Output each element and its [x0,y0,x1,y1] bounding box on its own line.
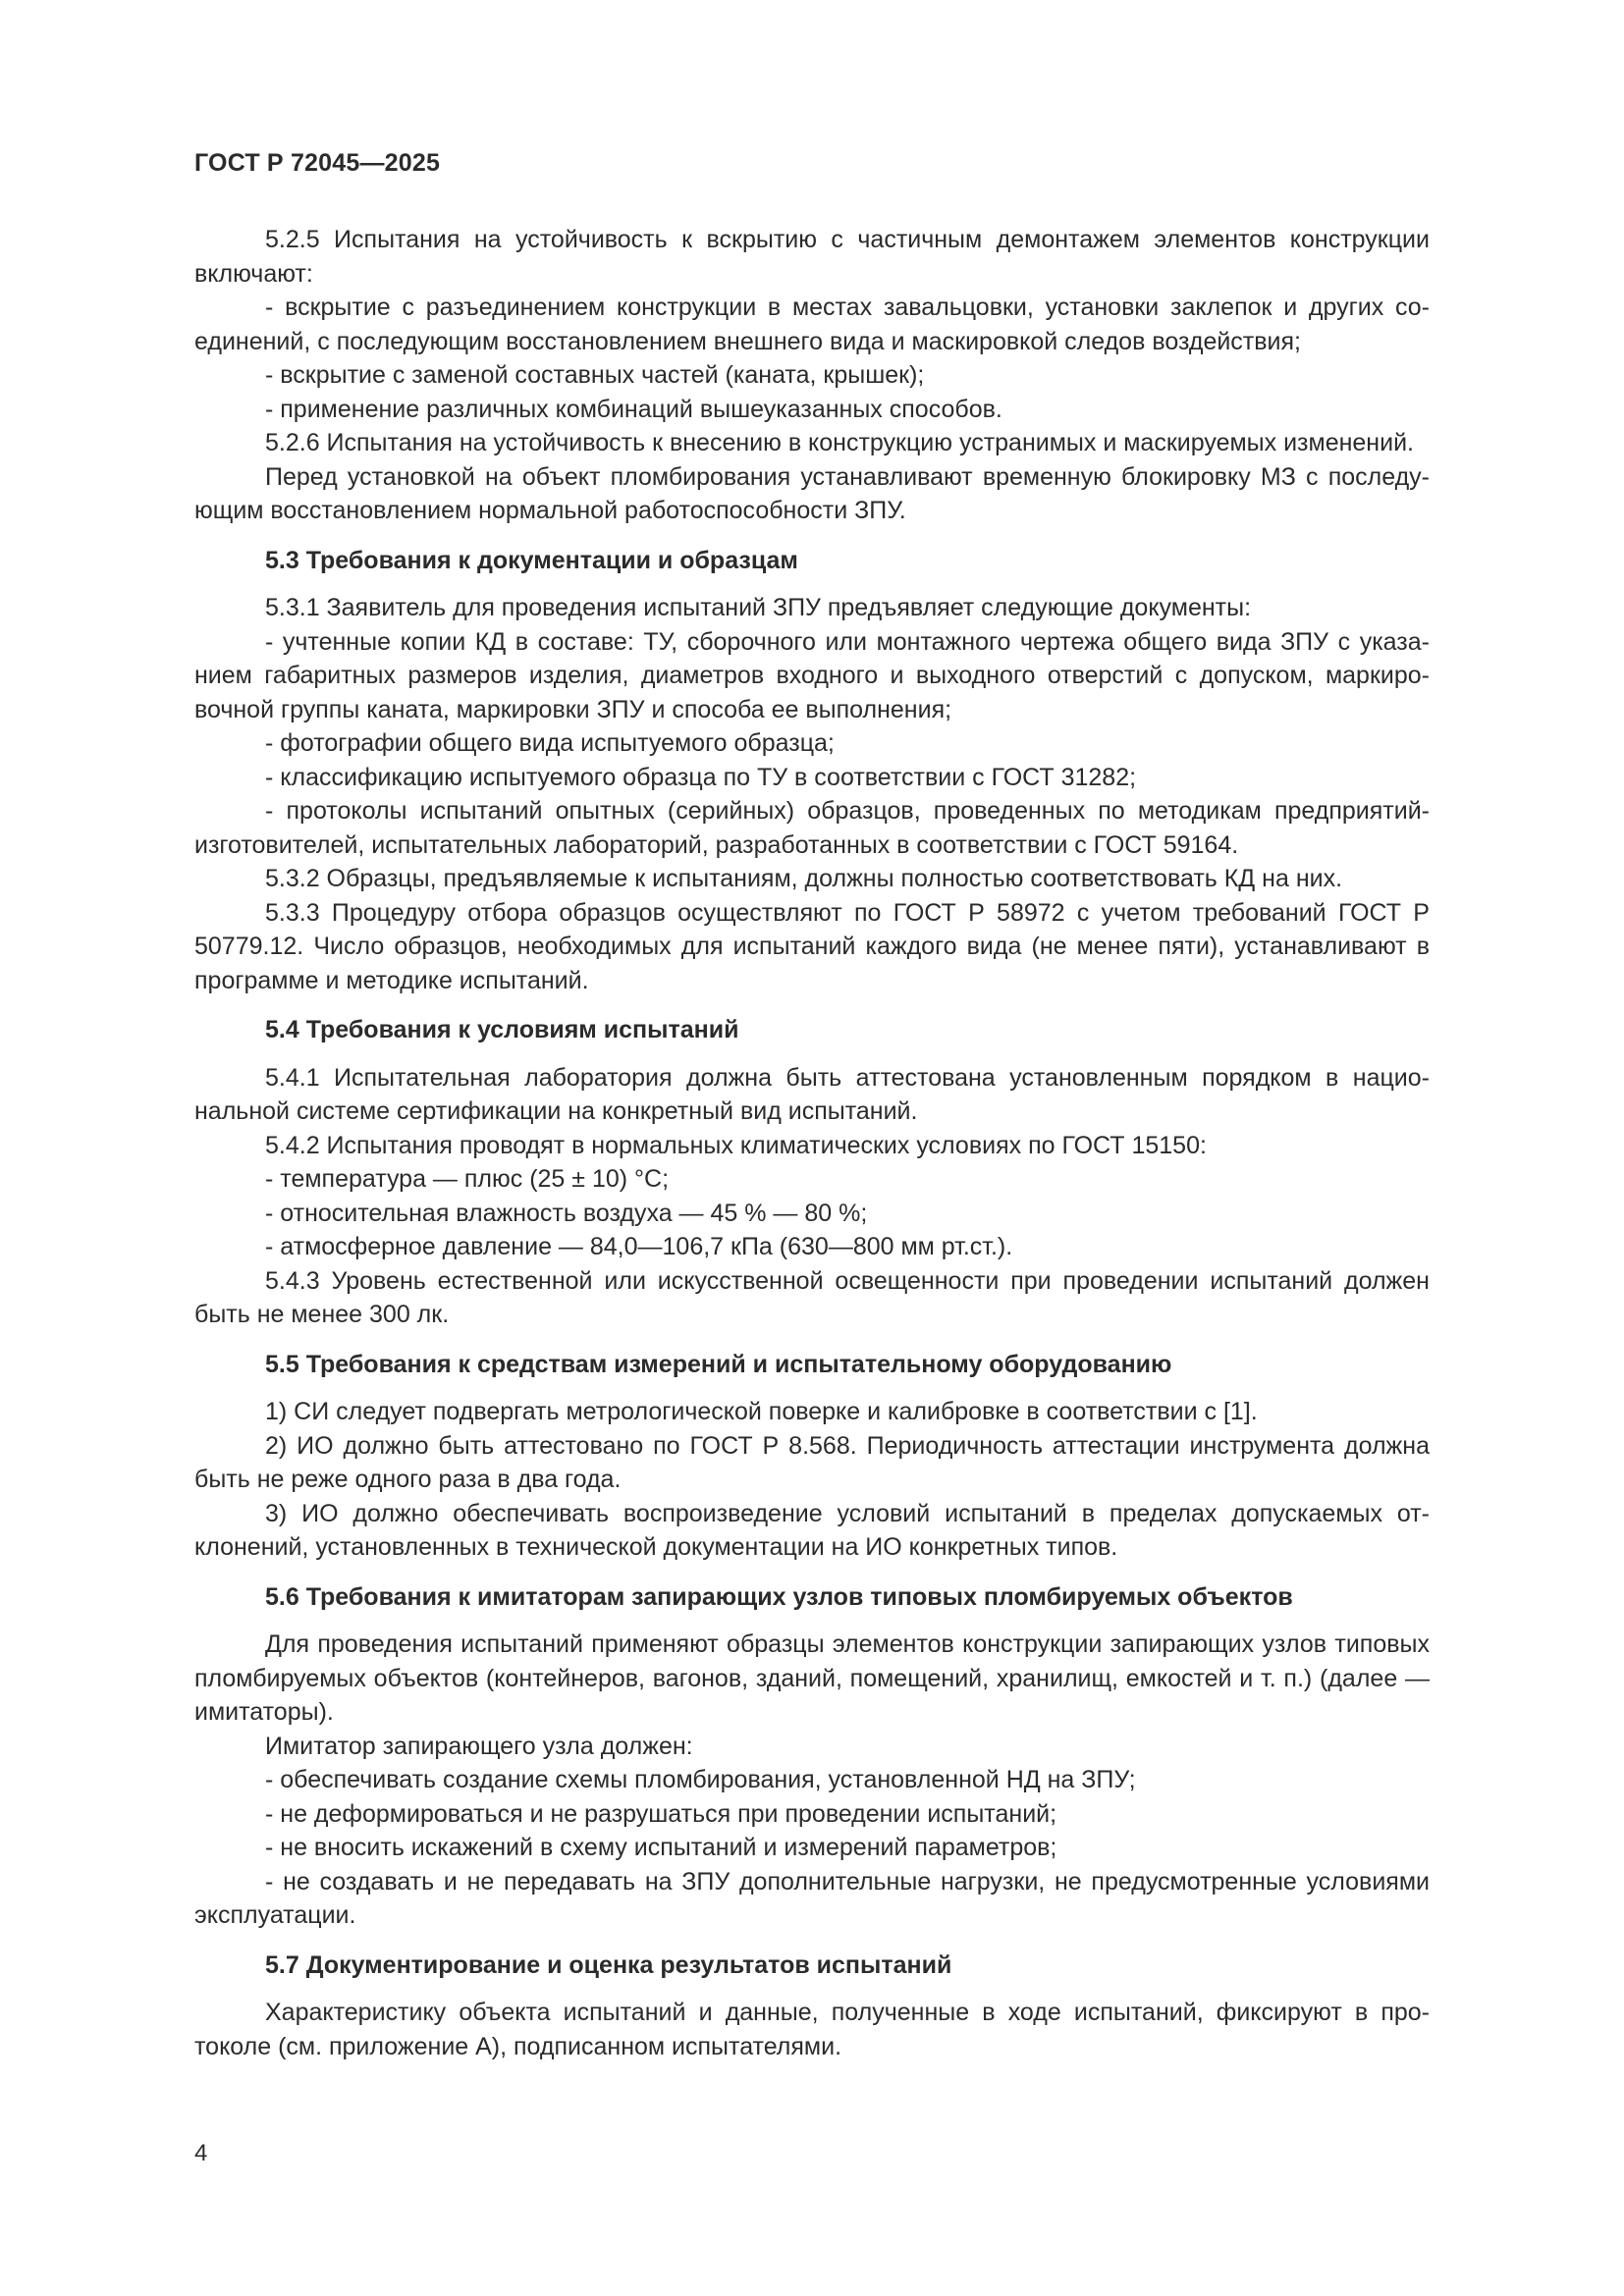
list-item: - относительная влажность воздуха — 45 % — 80 %; [265,1199,868,1227]
paragraph: 5.3.1 Заявитель для проведения испытаний ЗПУ предъявляет следующие документы: [265,594,1252,621]
paragraph: Перед установкой на объект пломбирования устанавливают временную блокировку МЗ с последующим восстановлением нормальной работоспособности ЗПУ. [194,462,1430,524]
page-number: 4 [194,2140,208,2166]
list-item: - не вносить искажений в схему испытаний и измерений параметров; [265,1834,1057,1861]
paragraph: 5.4.1 Испытательная лаборатория должна быть аттестована установленным порядком в национальной системе сертификации на конкретный вид испытаний. [194,1063,1430,1125]
paragraph: 1) СИ следует подвергать метрологической поверке и калибровке в соответствии с [1]. [265,1398,1258,1425]
section-heading: 5.3 Требования к документации и образцам [265,546,798,574]
document-code-header: ГОСТ Р 72045—2025 [194,149,441,177]
paragraph: 5.4.3 Уровень естественной или искусственной освещенности при проведении испытаний должен быть не менее 300 лк. [194,1266,1430,1328]
list-item: - вскрытие с заменой составных частей (каната, крышек); [265,361,925,389]
list-item: - применение различных комбинаций вышеуказанных способов. [265,395,1002,423]
paragraph: 2) ИО должно быть аттестовано по ГОСТ Р 8.568. Периодичность аттестации инструмента должна быть не реже одного раза в два года. [194,1431,1430,1493]
list-item: - учтенные копии КД в составе: ТУ, сборочного или монтажного чертежа общего вида ЗПУ с указанием габаритных размеров изделия, диаметров входного и выходного отверстий с допуском, маркировочной группы каната, маркировки ЗПУ и способа ее выполнения; [194,627,1430,723]
section-heading: 5.5 Требования к средствам измерений и испытательному оборудованию [265,1350,1172,1378]
paragraph: 5.2.5 Испытания на устойчивость к вскрытию с частичным демонтажем элементов конструкции включают: [194,226,1430,288]
section-heading: 5.4 Требования к условиям испытаний [265,1016,739,1043]
section-heading: 5.7 Документирование и оценка результатов испытаний [265,1950,952,1979]
paragraph: 5.2.6 Испытания на устойчивость к внесению в конструкцию устранимых и маскируемых изменений. [265,429,1414,456]
paragraph: Имитатор запирающего узла должен: [265,1732,693,1760]
paragraph: 5.3.2 Образцы, предъявляемые к испытаниям, должны полностью соответствовать КД на них. [265,865,1343,892]
paragraph: 5.3.3 Процедуру отбора образцов осуществляют по ГОСТ Р 58972 с учетом требований ГОСТ Р 50779.12. Число образцов, необходимых для испытаний каждого вида (не менее пяти), устанавливают в программе и методике испытаний. [194,898,1430,994]
list-item: - не деформироваться и не разрушаться при проведении испытаний; [265,1799,1057,1828]
document-body [194,223,1430,2063]
list-item: - обеспечивать создание схемы пломбирования, установленной НД на ЗПУ; [265,1766,1136,1793]
paragraph: 3) ИО должно обеспечивать воспроизведение условий испытаний в пределах допускаемых отклонений, установленных в технической документации на ИО конкретных типов. [194,1499,1430,1561]
paragraph: 5.4.2 Испытания проводят в нормальных климатических условиях по ГОСТ 15150: [265,1131,1207,1159]
list-item: - температура — плюс (25 ± 10) °С; [265,1165,670,1193]
list-item: - вскрытие с разъединением конструкции в местах завальцовки, установки заклепок и других соединений, с последующим восстановлением внешнего вида и маскировкой следов воздействия; [194,294,1430,355]
list-item: - атмосферное давление — 84,0—106,7 кПа (630—800 мм рт.ст.). [265,1233,1013,1260]
section-heading: 5.6 Требования к имитаторам запирающих узлов типовых пломбируемых объектов [265,1582,1293,1611]
paragraph: Характеристику объекта испытаний и данные, полученные в ходе испытаний, фиксируют в протоколе (см. приложение А), подписанном испытателями. [194,1999,1430,2060]
list-item: - протоколы испытаний опытных (серийных) образцов, проведенных по методикам предприятий-изготовителей, испытательных лабораторий, разработанных в соответствии с ГОСТ 59164. [194,797,1430,859]
paragraph: Для проведения испытаний применяют образцы элементов конструкции запирающих узлов типовых пломбируемых объектов (контейнеров, вагонов, зданий, помещений, хранилищ, емкостей и т. п.) (далее — имитаторы). [194,1630,1430,1726]
list-item: - классификацию испытуемого образца по ТУ в соответствии с ГОСТ 31282; [265,763,1137,791]
list-item: - не создавать и не передавать на ЗПУ дополнительные нагрузки, не предусмотренные условиями эксплуатации. [194,1867,1430,1929]
list-item: - фотографии общего вида испытуемого образца; [265,729,835,757]
